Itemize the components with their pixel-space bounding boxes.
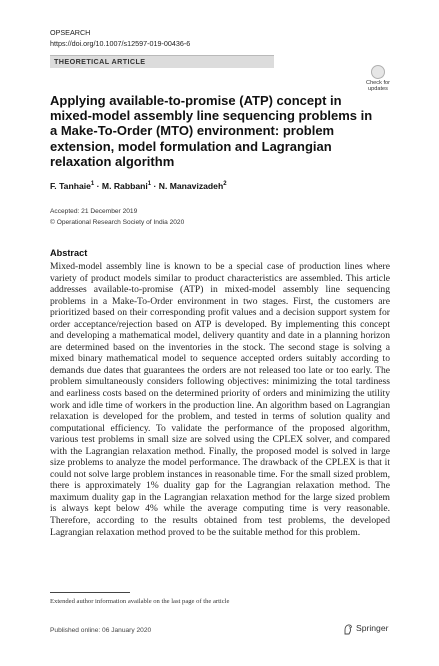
check-updates-text: Check for updates: [366, 80, 390, 92]
article-type-bar: [50, 55, 274, 68]
author-affiliation: 2: [223, 181, 227, 188]
check-updates-icon: [371, 65, 385, 79]
journal-name: OPSEARCH: [50, 28, 91, 37]
author-info-footnote: Extended author information available on the last page of the article: [50, 598, 230, 605]
author-affiliation: 1: [90, 181, 95, 188]
author-name: N. Manavizadeh: [158, 181, 224, 191]
publisher-name: Springer: [356, 623, 389, 633]
abstract-text: Mixed-model assembly line is known to be a special case of production lines where variety of product models similar to product characteristics are assembled. This article addresses available-to-promise (ATP) in mixed-model assembly line sequencing problems in a Make-To-Order environment in two stages. First, the customers are prioritized based on their corresponding profit values and a decision support system for order acceptance/rejection based on ATP is developed. By implementing this concept and developing a mathematical model, delivery quantity and date in a planning horizon are determined based on the inventories in the stock. The second stage is solving a mixed binary mathematical model to sequence accepted orders suitably according to demands due dates that guarantees the orders are not released too late or too early. The problem simultaneously considers following objectives: minimizing the total tardiness and earliness costs based on the determined priority of orders and minimizing the utility work and idle time of workers in the production line. An algorithm based on Lagrangian relaxation is developed for the problem, and tested in terms of solution quality and computational efficiency. To validate the performance of the proposed algorithm, various test problems in small size are solved using the CPLEX solver, and compared with the Lagrangian relaxation method. Finally, the proposed model is solved in large size problems to analyze the model performance. The drawback of the CPLEX is that it could not solve large problem instances in reasonable time. For the small sized problem, there is approximately 1% duality gap for the Lagrangian relaxation method. The maximum duality gap in the Lagrangian relaxation method for the large sized problem is always kept below 4% while the average computing time is very reasonable. Therefore, according to the results obtained from test problems, the developed Lagrangian relaxation method proved to be the suitable method for this problem.: [50, 261, 390, 538]
author-name: M. Rabbani: [101, 181, 148, 191]
author-list: [50, 181, 227, 191]
springer-horse-icon: [343, 624, 353, 635]
author-name: F. Tanhaie: [50, 181, 91, 191]
author-separator: ·: [151, 181, 159, 191]
paper-title: Applying available-to-promise (ATP) concept in mixed-model assembly line sequencing problems in a Make-To-Order (MTO) environment: problem extension, model formulation and Lagrangian relaxation algorithm: [50, 93, 373, 169]
accepted-date: Accepted: 21 December 2019: [50, 208, 138, 215]
footnote-divider: [50, 592, 130, 593]
copyright-notice: © Operational Research Society of India 2020: [50, 219, 185, 226]
article-type-label: THEORETICAL ARTICLE: [54, 57, 146, 66]
published-date: Published online: 06 January 2020: [50, 627, 152, 634]
author-affiliation: 1: [147, 181, 152, 188]
abstract-heading: Abstract: [50, 248, 88, 258]
check-for-updates-badge[interactable]: [361, 65, 395, 95]
author-separator: ·: [94, 181, 102, 191]
doi-link[interactable]: https://doi.org/10.1007/s12597-019-00436-6: [50, 39, 191, 48]
